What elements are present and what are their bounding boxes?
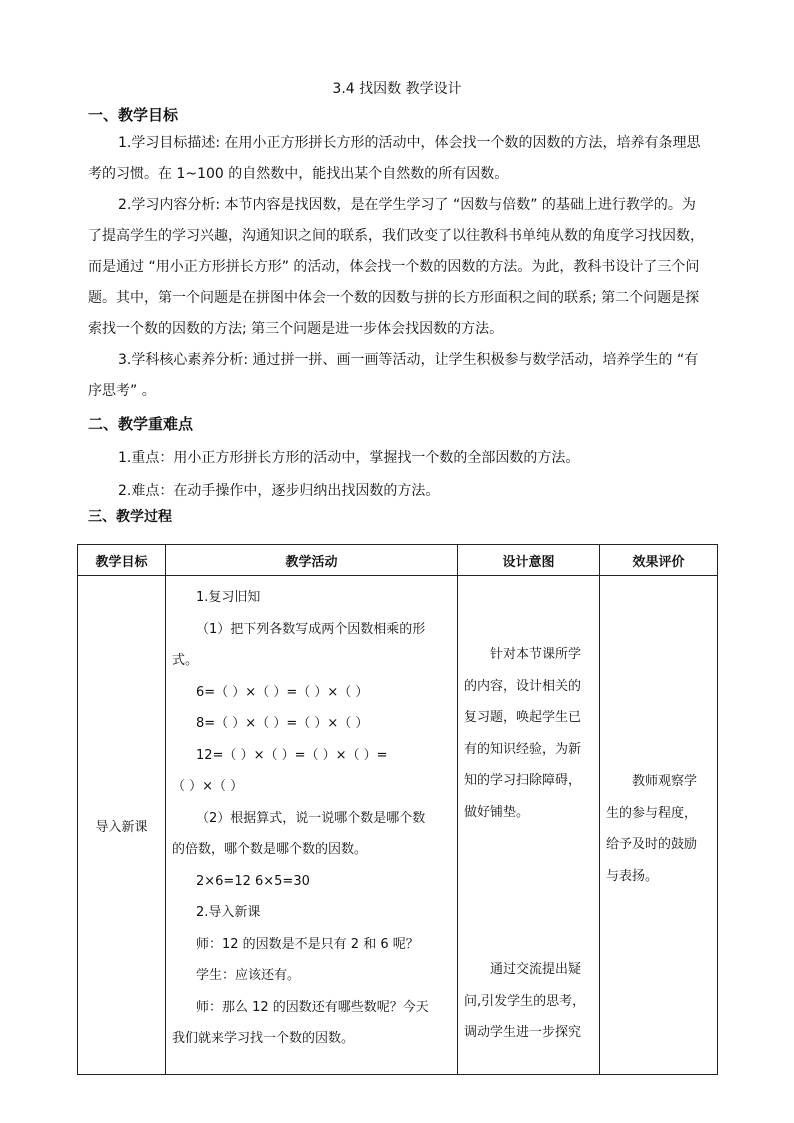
- activity-line: 2×6=12 6×5=30: [196, 873, 310, 889]
- goal-paragraph-2: 2.学习内容分析: 本节内容是找因数，是在学生学习了 “因数与倍数” 的基础上进行教学的。为 了提高学生的学习兴趣，沟通知识之间的联系，我们改变了以往教科书单纯从数的角度学习找因数， 而是通过 “用小正方形拼长方形” 的活动，体会找一个数的因数的方法。为此，教科书设计了三个问 题。其中，第一个问题是在拼图中体会一个数的因数与拼的长方形面积之间的联系; 第二个问题是探 索找一个数的因数的方法; 第三个问题是进一步体会找因数的方法。: [88, 197, 704, 337]
- header-evaluation: 效果评价: [600, 545, 718, 576]
- table-header-row: [78, 545, 718, 576]
- activity-line: 6=（ ）×（ ）=（ ）×（ ）: [196, 684, 369, 700]
- intent-block-1: 针对本节课所学 的内容，设计相关的 复习题，唤起学生已 有的知识经验，为新 知的学习扫除障碍， 做好铺垫。: [464, 647, 582, 820]
- goal-paragraph-3: 3.学科核心素养分析: 通过拼一拼、画一画等活动，让学生积极参与数学活动，培养学生的 “有 序思考” 。: [88, 352, 699, 399]
- intent-cell: [458, 576, 600, 1075]
- activity-line: 师：12 的因数是不是只有 2 和 6 呢？: [196, 936, 419, 952]
- activity-line: 8=（ ）×（ ）=（ ）×（ ）: [196, 716, 369, 731]
- header-intent: 设计意图: [458, 545, 600, 576]
- intent-block-2: 通过交流提出疑 问,引发学生的思考， 调动学生进一步探究: [464, 962, 586, 1040]
- evaluation-cell: [600, 576, 718, 1075]
- key-point-2: 2.难点：在动手操作中，逐步归纳出找因数的方法。: [118, 483, 440, 499]
- activity-lines: [166, 576, 457, 1055]
- key-point-1: 1.重点：用小正方形拼长方形的活动中，掌握找一个数的全部因数的方法。: [118, 450, 580, 466]
- activity-line: 学生：应该还有。: [196, 968, 301, 983]
- section-heading-goals: 一、教学目标: [88, 106, 179, 124]
- activity-line: （ ）×（ ）: [172, 779, 244, 794]
- document-title: 3.4 找因数 教学设计: [332, 81, 462, 97]
- activity-line: 式。: [172, 653, 199, 668]
- table-row: [78, 576, 718, 1075]
- header-activity: 教学活动: [166, 545, 458, 576]
- section-heading-key-points: 二、教学重难点: [88, 415, 194, 433]
- activity-line: 师：那么 12 的因数还有哪些数呢？今天: [196, 999, 429, 1015]
- activity-line: 2.导入新课: [196, 905, 261, 920]
- activity-line: 1.复习旧知: [196, 590, 261, 605]
- goal-paragraph-1: 1.学习目标描述: 在用小正方形拼长方形的活动中，体会找一个数的因数的方法，培养有条理思 考的习惯。在 1~100 的自然数中，能找出某个自然数的所有因数。: [88, 135, 701, 182]
- teaching-process-table: [77, 544, 718, 1075]
- activity-line: 12=（ ）×（ ）=（ ）×（ ）=: [196, 747, 388, 763]
- activity-cell: [166, 576, 458, 1075]
- activity-line: （2）根据算式，说一说哪个数是哪个数: [196, 810, 426, 826]
- header-goal: 教学目标: [78, 545, 166, 576]
- activity-line: （1）把下列各数写成两个因数相乘的形: [196, 621, 426, 637]
- section-heading-process: 三、教学过程: [88, 509, 172, 525]
- goal-cell: 导入新课: [78, 576, 166, 1075]
- activity-line: 的倍数，哪个数是哪个数的因数。: [172, 842, 368, 857]
- evaluation-block: 教师观察学 生的参与程度， 给予及时的鼓励 与表扬。: [606, 774, 698, 884]
- activity-line: 我们就来学习找一个数的因数。: [172, 1031, 355, 1046]
